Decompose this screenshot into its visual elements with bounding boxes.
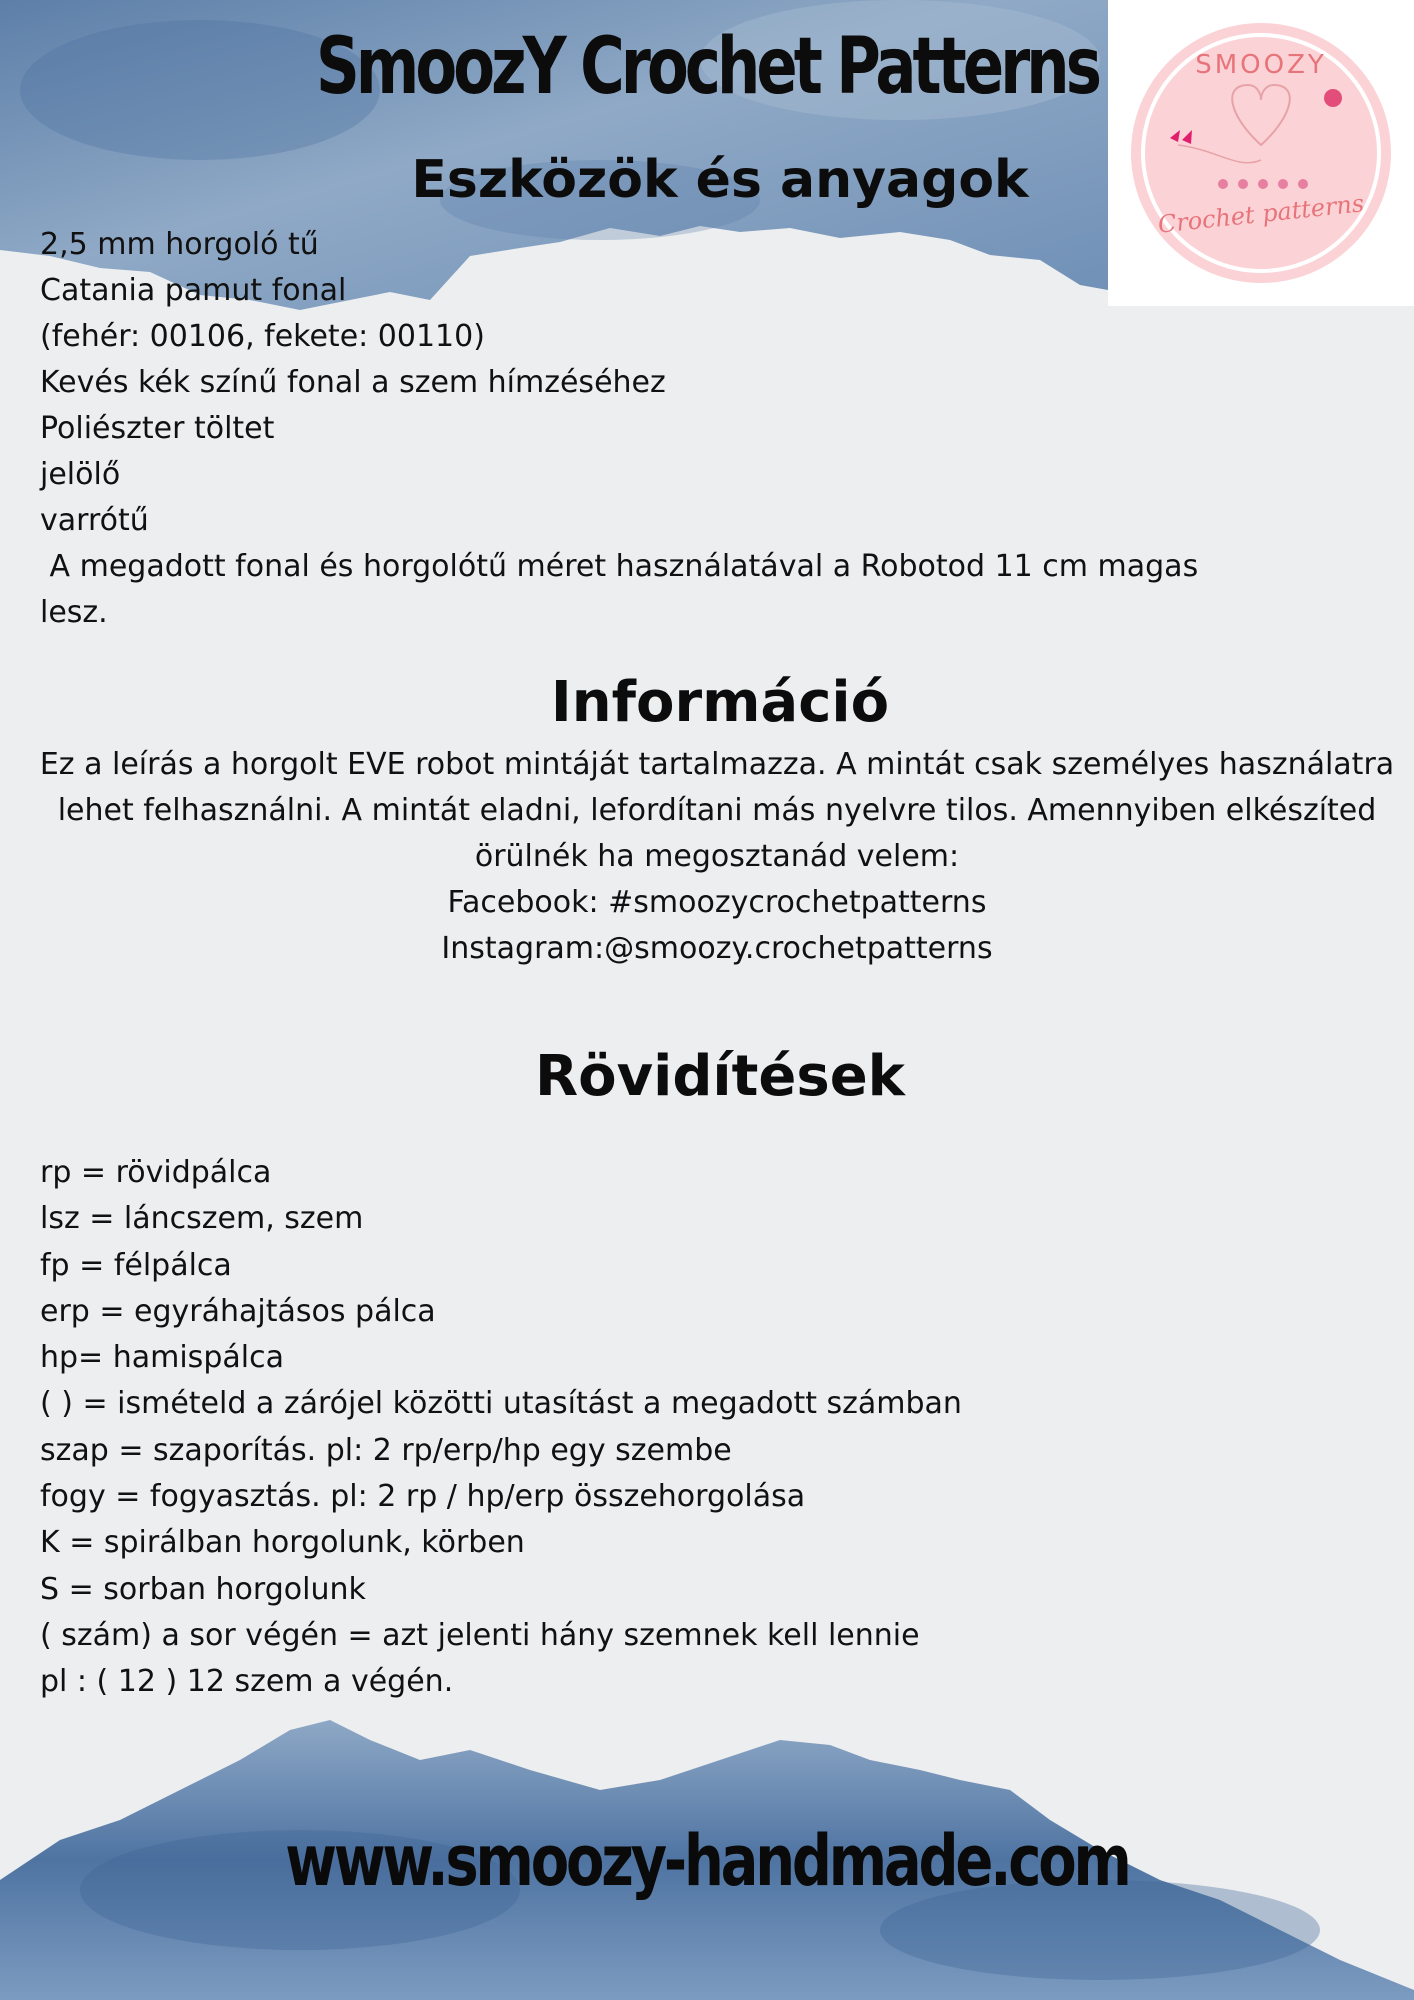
facebook-tag: Facebook: #smoozycrochetpatterns xyxy=(447,885,987,920)
list-item: ( szám) a sor végén = azt jelenti hány szemnek kell lennie xyxy=(40,1617,920,1653)
list-item: rp = rövidpálca xyxy=(40,1155,272,1190)
list-item: (fehér: 00106, fekete: 00110) xyxy=(40,319,485,354)
list-item: pl : ( 12 ) 12 szem a végén. xyxy=(40,1664,454,1700)
list-item: szap = szaporítás. pl: 2 rp/erp/hp egy szembe xyxy=(40,1432,732,1468)
info-line: lehet felhasználni. A mintát eladni, lefordítani más nyelvre tilos. Amennyiben elkészíted xyxy=(57,793,1377,828)
info-line: Ez a leírás a horgolt EVE robot mintáját tartalmazza. A mintát csak személyes használatra xyxy=(39,747,1395,782)
size-note-line: A megadott fonal és horgolótű méret használatával a Robotod 11 cm magas xyxy=(40,549,1199,584)
abbreviations-list xyxy=(40,1150,962,1706)
brand-logo xyxy=(1108,0,1414,306)
abbreviations-section-title: Rövidítések xyxy=(535,1044,905,1109)
tools-list xyxy=(40,222,666,544)
list-item: Kevés kék színű fonal a szem hímzéséhez xyxy=(40,365,666,400)
size-note xyxy=(40,544,1280,636)
website-link[interactable]: www.smoozy-handmade.com xyxy=(285,1820,1129,1902)
list-item: 2,5 mm horgoló tű xyxy=(40,227,319,262)
logo-bottom-text: Crochet patterns xyxy=(1156,189,1366,239)
list-item: fp = félpálca xyxy=(40,1247,232,1283)
list-item: ( ) = ismételd a zárójel közötti utasítást a megadott számban xyxy=(40,1386,962,1422)
list-item: erp = egyráhajtásos pálca xyxy=(40,1293,436,1329)
list-item: Poliészter töltet xyxy=(40,411,275,446)
list-item: Catania pamut fonal xyxy=(40,273,347,308)
list-item: fogy = fogyasztás. pl: 2 rp / hp/erp összehorgolása xyxy=(40,1479,806,1515)
list-item: jelölő xyxy=(40,457,121,492)
list-item: K = spirálban horgolunk, körben xyxy=(40,1525,525,1561)
list-item: lsz = láncszem, szem xyxy=(40,1201,364,1237)
instagram-handle: Instagram:@smoozy.crochetpatterns xyxy=(441,931,993,966)
list-item: hp= hamispálca xyxy=(40,1340,284,1376)
info-body xyxy=(20,742,1414,972)
logo-top-text: SMOOZY xyxy=(1195,50,1327,80)
info-line: örülnék ha megosztanád velem: xyxy=(474,839,960,874)
tools-section-title: Eszközök és anyagok xyxy=(411,150,1029,210)
size-note-line: lesz. xyxy=(40,595,108,630)
list-item: S = sorban horgolunk xyxy=(40,1571,366,1607)
list-item: varrótű xyxy=(40,503,149,538)
brand-title: SmoozY Crochet Patterns xyxy=(315,22,1099,112)
info-section-title: Információ xyxy=(550,670,890,735)
logo-badge-icon xyxy=(1108,0,1414,306)
